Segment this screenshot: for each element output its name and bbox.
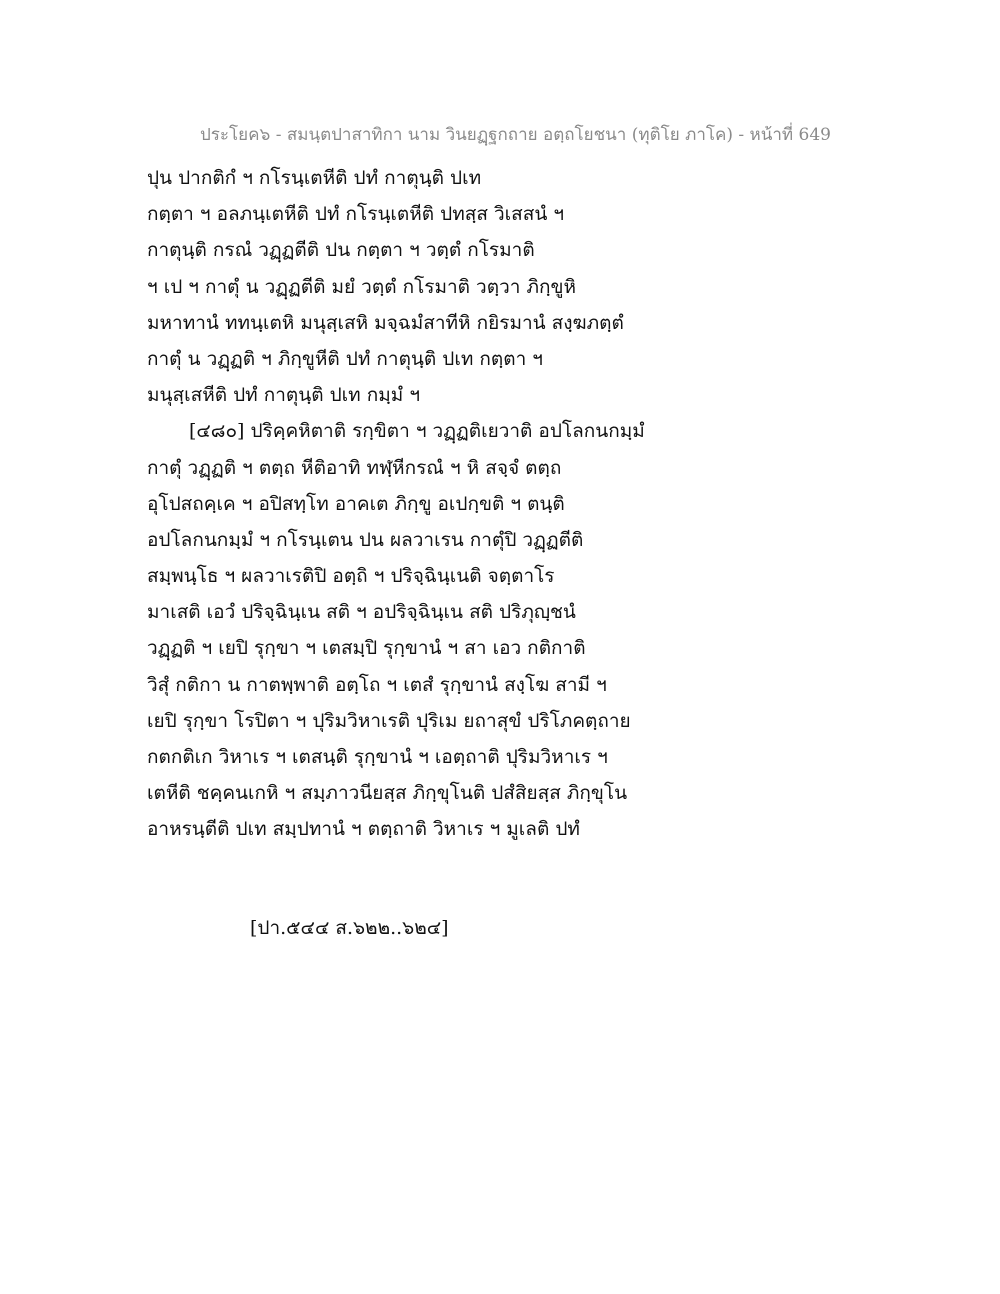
text-line: กาตุนฺติ กรณํ วฏฺฏตีติ ปน กตฺตา ฯ วตฺตํ กโรมาติ (147, 239, 535, 262)
source-reference: [ปา.๕๔๔ ส.๖๒๒..๖๒๔] (250, 917, 449, 939)
text-line: วิสุํ กติกา น กาตพฺพาติ อตฺโถ ฯ เตสํ รุกฺขานํ สงฺโฆ สามี ฯ (147, 673, 607, 696)
text-line: ปุน ปากติกํ ฯ กโรนฺเตหีติ ปทํ กาตุนฺติ ปเท (147, 167, 482, 189)
text-line: กาตุํ น วฏฺฏติ ฯ ภิกฺขูหีติ ปทํ กาตุนฺติ ปเท กตฺตา ฯ (147, 347, 543, 370)
text-line: กตฺตา ฯ อลภนฺเตหีติ ปทํ กโรนฺเตหีติ ปทสฺส วิเสสนํ ฯ (147, 203, 565, 226)
text-line: มนุสฺเสหีติ ปทํ กาตุนฺติ ปเท กมฺมํ ฯ (147, 384, 420, 407)
text-line: อปโลกนกมฺมํ ฯ กโรนฺเตน ปน ผลวาเรน กาตุํปิ วฏฺฏตีติ (147, 528, 584, 551)
text-line: ฯ เป ฯ กาตุํ น วฏฺฏตีติ มยํ วตฺตํ กโรมาติ วตฺวา ภิกฺขูหิ (147, 275, 576, 298)
text-line: มาเสติ เอวํ ปริจฺฉินฺเน สติ ฯ อปริจฺฉินฺเน สติ ปริภุญฺชนํ (147, 601, 576, 624)
text-line: อาหรนฺตีติ ปเท สมฺปทานํ ฯ ตตฺถาติ วิหาเร ฯ มูเลติ ปทํ (147, 818, 580, 841)
text-line: กตกติเก วิหาเร ฯ เตสนฺติ รุกฺขานํ ฯ เอตฺถาติ ปุริมวิหาเร ฯ (147, 746, 608, 768)
running-header: ประโยค๖ - สมนฺตปาสาทิกา นาม วินยฏฺฐกถาย อตฺถโยชนา (ทุติโย ภาโค) - หน้าที่ 649 (200, 125, 831, 145)
text-line: สมฺพนฺโธ ฯ ผลวาเรติปิ อตฺถิ ฯ ปริจฺฉินฺเนติ จตฺตาโร (147, 565, 555, 588)
text-line: เตหีติ ชคฺคนเกหิ ฯ สมฺภาวนียสฺส ภิกฺขุโนติ ปสํสิยสฺส ภิกฺขุโน (147, 782, 628, 805)
body-text (147, 160, 847, 848)
text-line: เยปิ รุกฺขา โรปิตา ฯ ปุริมวิหาเรติ ปุริเม ยถาสุขํ ปริโภคตฺถาย (147, 709, 631, 732)
text-line: กาตุํ วฏฺฏติ ฯ ตตฺถ หีติอาทิ ทฬฺหีกรณํ ฯ หิ สจฺจํ ตตฺถ (147, 456, 562, 479)
text-line: มหาทานํ ททนฺเตหิ มนุสฺเสหิ มจฺฉมํสาทีหิ กยิรมานํ สงฺฆภตฺตํ (147, 311, 624, 334)
paragraph-start-line: [๔๘๐] ปริคฺคหิตาติ รกฺขิตา ฯ วฏฺฏติเยวาติ อปโลกนกมฺมํ (189, 420, 645, 443)
text-line: อุโปสถคฺเค ฯ อปิสทฺโท อาคเต ภิกฺขู อเปกฺขติ ฯ ตนฺติ (147, 492, 565, 515)
text-line: วฏฺฏติ ฯ เยปิ รุกฺขา ฯ เตสมฺปิ รุกฺขานํ ฯ สา เอว กติกาติ (147, 637, 586, 660)
